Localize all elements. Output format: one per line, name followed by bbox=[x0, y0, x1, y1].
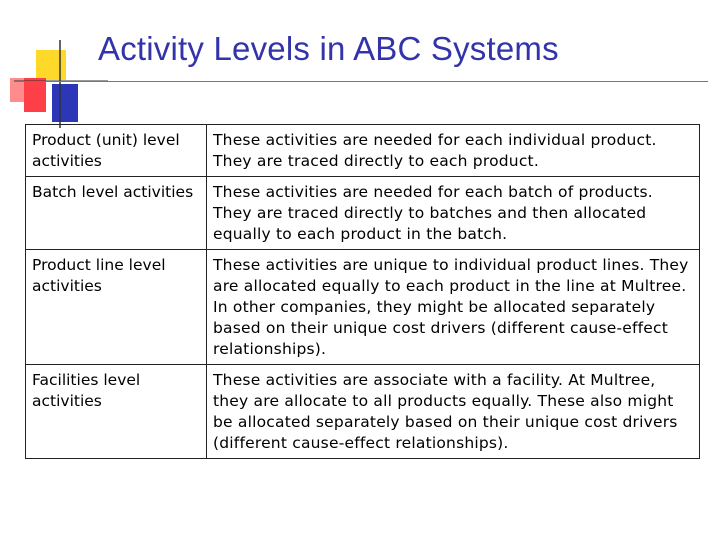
activity-description-cell: These activities are unique to individual product lines. They are allocated equally to each product in the line at Multree. In other companies, they might be allocated separately based on their unique cost drivers (different cause-effect relationships). bbox=[207, 250, 700, 365]
activity-levels-table bbox=[25, 124, 700, 459]
yellow-square bbox=[36, 50, 66, 80]
activity-level-cell: Facilities level activities bbox=[26, 365, 207, 459]
activity-level-cell: Product line level activities bbox=[26, 250, 207, 365]
activity-description-cell: These activities are needed for each individual product. They are traced directly to each product. bbox=[207, 125, 700, 177]
activity-description-cell: These activities are needed for each batch of products. They are traced directly to batches and then allocated equally to each product in the batch. bbox=[207, 177, 700, 250]
red-square bbox=[24, 78, 46, 112]
table-row bbox=[26, 250, 700, 365]
decorative-squares-graphic bbox=[0, 0, 110, 130]
activity-description-cell: These activities are associate with a facility. At Multree, they are allocate to all products equally. These also might be allocated separately based on their unique cost drivers (different cause-effect relationships). bbox=[207, 365, 700, 459]
activity-level-cell: Batch level activities bbox=[26, 177, 207, 250]
table-row bbox=[26, 365, 700, 459]
title-underline bbox=[14, 81, 708, 82]
blue-square bbox=[52, 84, 78, 122]
table-row bbox=[26, 177, 700, 250]
table-row bbox=[26, 125, 700, 177]
slide-title: Activity Levels in ABC Systems bbox=[98, 30, 559, 67]
activity-level-cell: Product (unit) level activities bbox=[26, 125, 207, 177]
